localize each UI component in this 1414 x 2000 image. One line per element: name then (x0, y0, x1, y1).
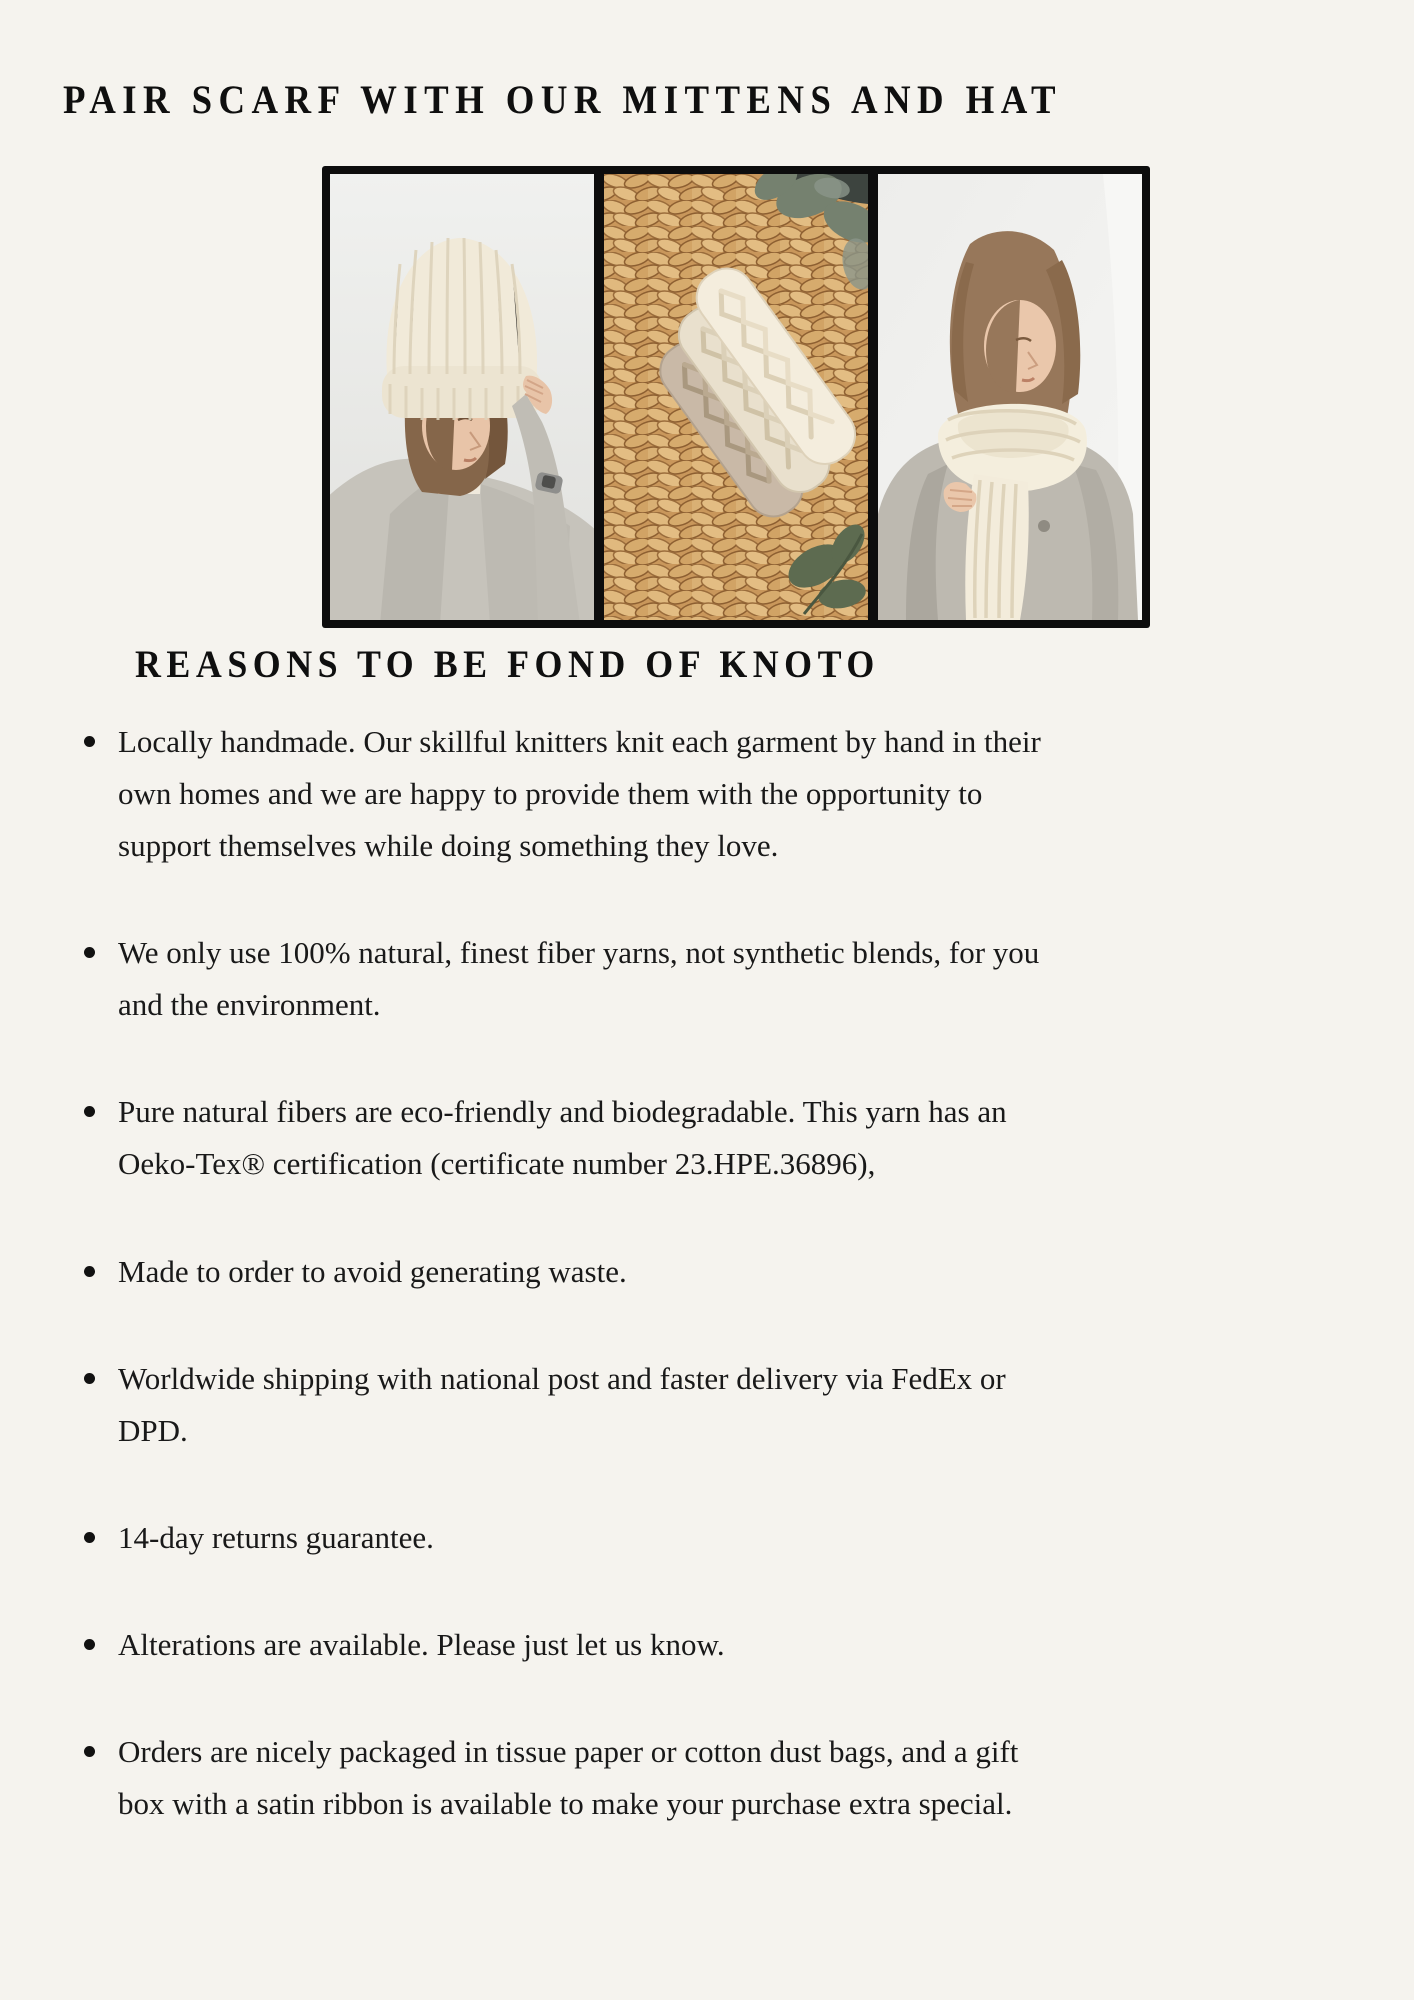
scarf-photo-illustration (878, 174, 1142, 620)
reason-item-locally-handmade: Locally handmade. Our skillful knitters knit each garment by hand in their own homes and we are happy to provide them with the opportunity to support themselves while doing something they love. (80, 716, 1065, 872)
reason-item-worldwide-shipping: Worldwide shipping with national post and faster delivery via FedEx or DPD. (80, 1353, 1065, 1457)
reason-item-eco-friendly: Pure natural fibers are eco-friendly and biodegradable. This yarn has an Oeko-Tex® certification (certificate number 23.HPE.36896), (80, 1086, 1065, 1190)
mittens-photo-illustration (604, 174, 868, 620)
reason-item-natural-yarns: We only use 100% natural, finest fiber yarns, not synthetic blends, for you and the environment. (80, 927, 1065, 1031)
beanie-photo-illustration (330, 174, 594, 620)
page-title: PAIR SCARF WITH OUR MITTENS AND HAT (63, 77, 1062, 122)
reason-item-alterations: Alterations are available. Please just let us know. (80, 1619, 1065, 1671)
section-title: REASONS TO BE FOND OF KNOTO (135, 643, 880, 686)
reason-item-made-to-order: Made to order to avoid generating waste. (80, 1246, 1065, 1298)
reason-item-returns-guarantee: 14-day returns guarantee. (80, 1512, 1065, 1564)
reason-item-packaging: Orders are nicely packaged in tissue paper or cotton dust bags, and a gift box with a satin ribbon is available to make your purchase extra special. (80, 1726, 1065, 1830)
photo-model-beanie (330, 174, 594, 620)
photo-gallery (322, 166, 1150, 628)
photo-mittens-flatlay (604, 174, 868, 620)
reasons-list (80, 716, 1065, 1885)
photo-model-scarf (878, 174, 1142, 620)
